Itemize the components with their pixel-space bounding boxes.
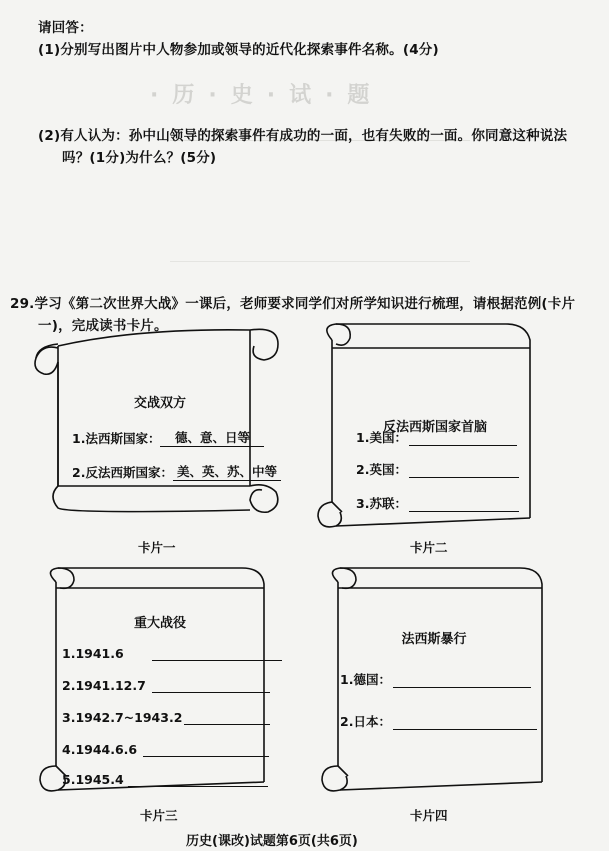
question-28-1: (1)分别写出图片中人物参加或领导的近代化探索事件名称。(4分) [38,42,439,58]
card-3-row-1-label: 1.1941.6 [62,646,124,661]
card-4-row-1 [340,670,531,688]
card-2-row-2-label: 2.英国： [356,462,407,477]
card-3-title: 重大战役 [133,616,186,631]
question-29-line2: 一)，完成读书卡片。 [38,318,168,334]
card-2-row-2-blank[interactable] [409,463,519,478]
card-3-row-5-label: 5.1945.4 [62,772,124,787]
card-3-row-4 [62,742,269,757]
card-2-row-2 [356,460,519,478]
card-2-row-1-label: 1.美国： [356,430,407,445]
card-3-row-5-blank[interactable] [128,772,268,787]
card-4-title: 法西斯暴行 [401,632,467,647]
card-3-row-2 [62,678,270,693]
card-4-row-2-label: 2.日本： [340,714,391,729]
card-4-row-1-blank[interactable] [393,673,531,688]
card-1-row-2-answer: 美、英、苏、中等 [173,462,281,481]
card-3-row-3-blank[interactable] [184,710,270,725]
question-28-2-line2: 吗？(1分)为什么？(5分) [62,150,217,166]
card-3-row-5 [62,772,268,787]
card-2-row-3 [356,494,519,512]
page-footer: 历史(课改)试题第6页(共6页) [186,834,358,849]
card-4-row-2-blank[interactable] [393,715,537,730]
card-3-row-2-label: 2.1941.12.7 [62,678,146,693]
card-3-row-1 [62,646,282,661]
card-3-row-3 [62,710,270,725]
card-3-row-4-label: 4.1944.6.6 [62,742,138,757]
card-2-caption: 卡片二 [410,540,448,555]
card-4-row-2 [340,712,537,730]
card-1-row-2-label: 2.反法西斯国家： [72,465,173,480]
card-3-row-4-blank[interactable] [143,742,269,757]
card-1-row-1-label: 1.法西斯国家： [72,431,161,446]
question-29-line1: 29.学习《第二次世界大战》一课后，老师要求同学们对所学知识进行梳理，请根据范例(卡片 [10,296,576,312]
intro-text: 请回答： [38,20,93,36]
card-3-caption: 卡片三 [140,808,178,823]
card-2-row-1 [356,428,517,446]
card-2-row-1-blank[interactable] [409,431,517,446]
card-1-row-2 [72,462,281,481]
card-2-row-3-blank[interactable] [409,497,519,512]
card-1-row-1-answer: 德、意、日等 [160,428,264,447]
card-3-row-1-blank[interactable] [152,646,282,661]
card-4-row-1-label: 1.德国： [340,672,391,687]
card-1-caption: 卡片一 [138,540,176,555]
card-2-row-3-label: 3.苏联： [356,496,407,511]
card-3-row-3-label: 3.1942.7~1943.2 [62,710,183,725]
card-1-scroll [28,318,298,533]
card-2-title: 反法西斯国家首脑 [382,420,487,435]
question-28-2-line1: (2)有人认为：孙中山领导的探索事件有成功的一面，也有失败的一面。你同意这种说法 [38,128,568,144]
card-1-title: 交战双方 [133,396,186,411]
card-1-row-1 [72,428,264,447]
bleed-through-text: ·历·史·试·题 [150,83,384,108]
card-4-caption: 卡片四 [410,808,448,823]
card-3-row-2-blank[interactable] [152,678,270,693]
